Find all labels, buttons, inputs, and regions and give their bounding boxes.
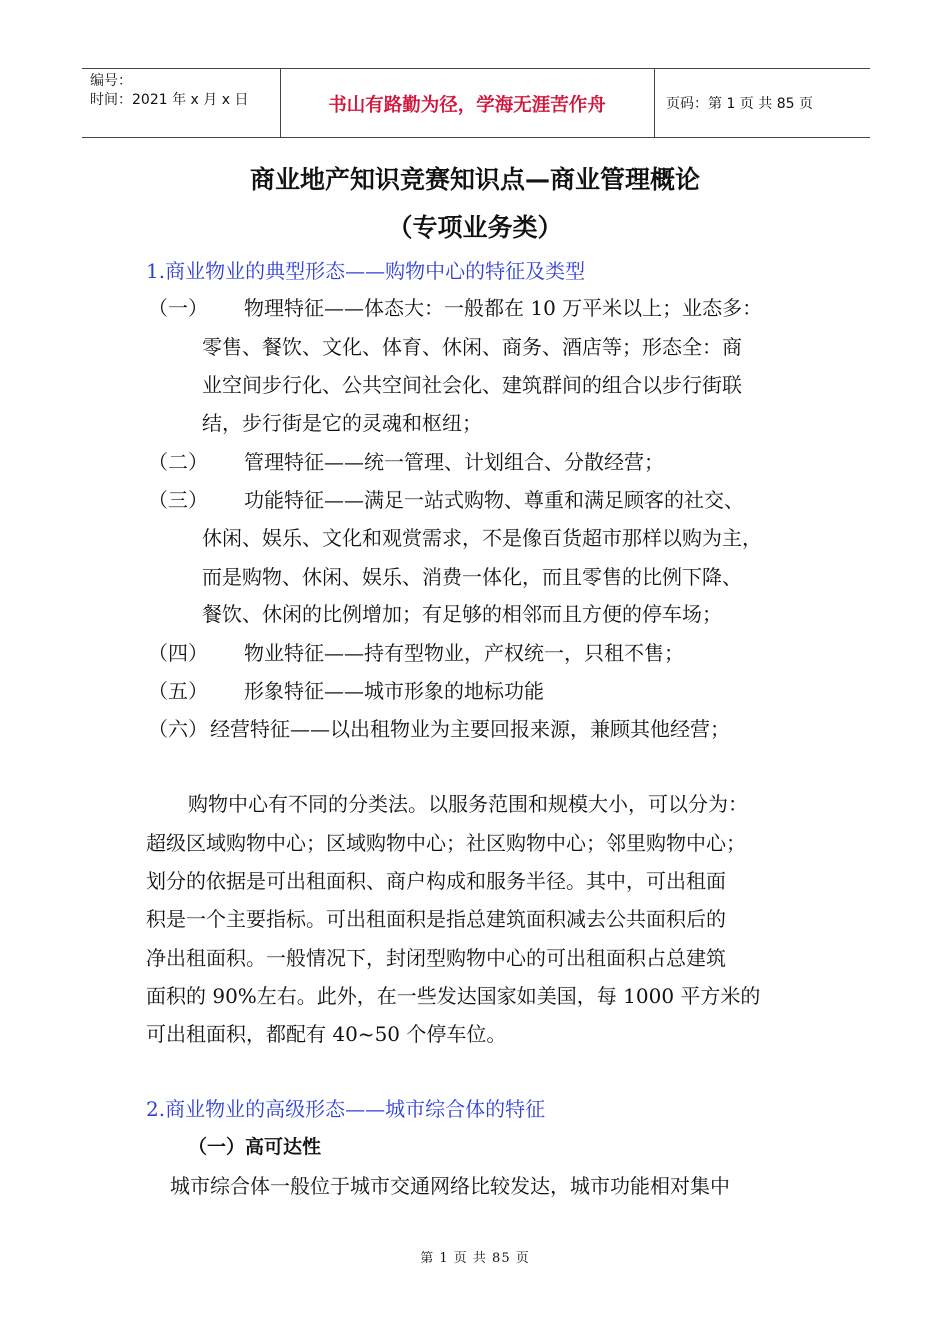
date-label: 时间：2021 年 x 月 x 日 <box>90 92 249 108</box>
paragraph-line: 购物中心有不同的分类法。以服务范围和规模大小，可以分为： <box>188 792 748 816</box>
item-line: 餐饮、休闲的比例增加；有足够的相邻而且方便的停车场； <box>202 602 722 626</box>
paragraph-line: 超级区域购物中心；区域购物中心；社区购物中心；邻里购物中心； <box>146 831 746 855</box>
item-line: 结，步行街是它的灵魂和枢纽； <box>202 411 482 435</box>
item-line: 功能特征——满足一站式购物、尊重和满足顾客的社交、 <box>244 488 744 512</box>
item-marker: （二） <box>148 450 208 474</box>
section2-heading: 2.商业物业的高级形态——城市综合体的特征 <box>146 1097 546 1121</box>
item-line: 休闲、娱乐、文化和观赏需求，不是像百货超市那样以购为主， <box>202 526 762 550</box>
paragraph-line: 净出租面积。一般情况下，封闭型购物中心的可出租面积占总建筑 <box>146 946 726 970</box>
number-label: 编号： <box>90 73 132 89</box>
item-line: 而是购物、休闲、娱乐、消费一体化，而且零售的比例下降、 <box>202 565 742 589</box>
paragraph-line: 可出租面积，都配有 40~50 个停车位。 <box>146 1022 507 1046</box>
paragraph-line: 积是一个主要指标。可出租面积是指总建筑面积减去公共面积后的 <box>146 907 726 931</box>
document-title: 商业地产知识竞赛知识点—商业管理概论 <box>249 165 700 194</box>
item-line: 物理特征——体态大：一般都在 10 万平米以上；业态多： <box>244 296 763 320</box>
item-line: 经营特征——以出租物业为主要回报来源，兼顾其他经营； <box>210 717 730 741</box>
item-marker: （五） <box>148 679 208 703</box>
section1-heading: 1.商业物业的典型形态——购物中心的特征及类型 <box>146 259 586 283</box>
item-line: 管理特征——统一管理、计划组合、分散经营； <box>244 450 664 474</box>
item-line: 物业特征——持有型物业，产权统一，只租不售； <box>244 641 684 665</box>
item-marker: （六） <box>148 717 208 741</box>
header-meta <box>90 72 248 110</box>
item-marker: （三） <box>148 488 208 512</box>
header-divider <box>280 69 281 137</box>
document-subtitle: （专项业务类） <box>387 213 563 242</box>
header-motto: 书山有路勤为径，学海无涯苦作舟 <box>328 95 606 116</box>
section2-subheading: （一）高可达性 <box>188 1136 322 1158</box>
item-marker: （一） <box>148 296 208 320</box>
item-line: 形象特征——城市形象的地标功能 <box>244 679 544 703</box>
header-table <box>82 68 870 138</box>
paragraph-line: 划分的依据是可出租面积、商户构成和服务半径。其中，可出租面 <box>146 869 726 893</box>
section2-line: 城市综合体一般位于城市交通网络比较发达，城市功能相对集中 <box>170 1174 730 1198</box>
paragraph-line: 面积的 90%左右。此外，在一些发达国家如美国，每 1000 平方米的 <box>146 984 761 1008</box>
header-page-label: 页码：第 1 页 共 85 页 <box>666 96 813 112</box>
item-marker: （四） <box>148 641 208 665</box>
header-divider <box>654 69 655 137</box>
item-line: 零售、餐饮、文化、体育、休闲、商务、酒店等；形态全：商 <box>202 335 742 359</box>
page-footer: 第 1 页 共 85 页 <box>420 1251 530 1266</box>
item-line: 业空间步行化、公共空间社会化、建筑群间的组合以步行街联 <box>202 373 742 397</box>
